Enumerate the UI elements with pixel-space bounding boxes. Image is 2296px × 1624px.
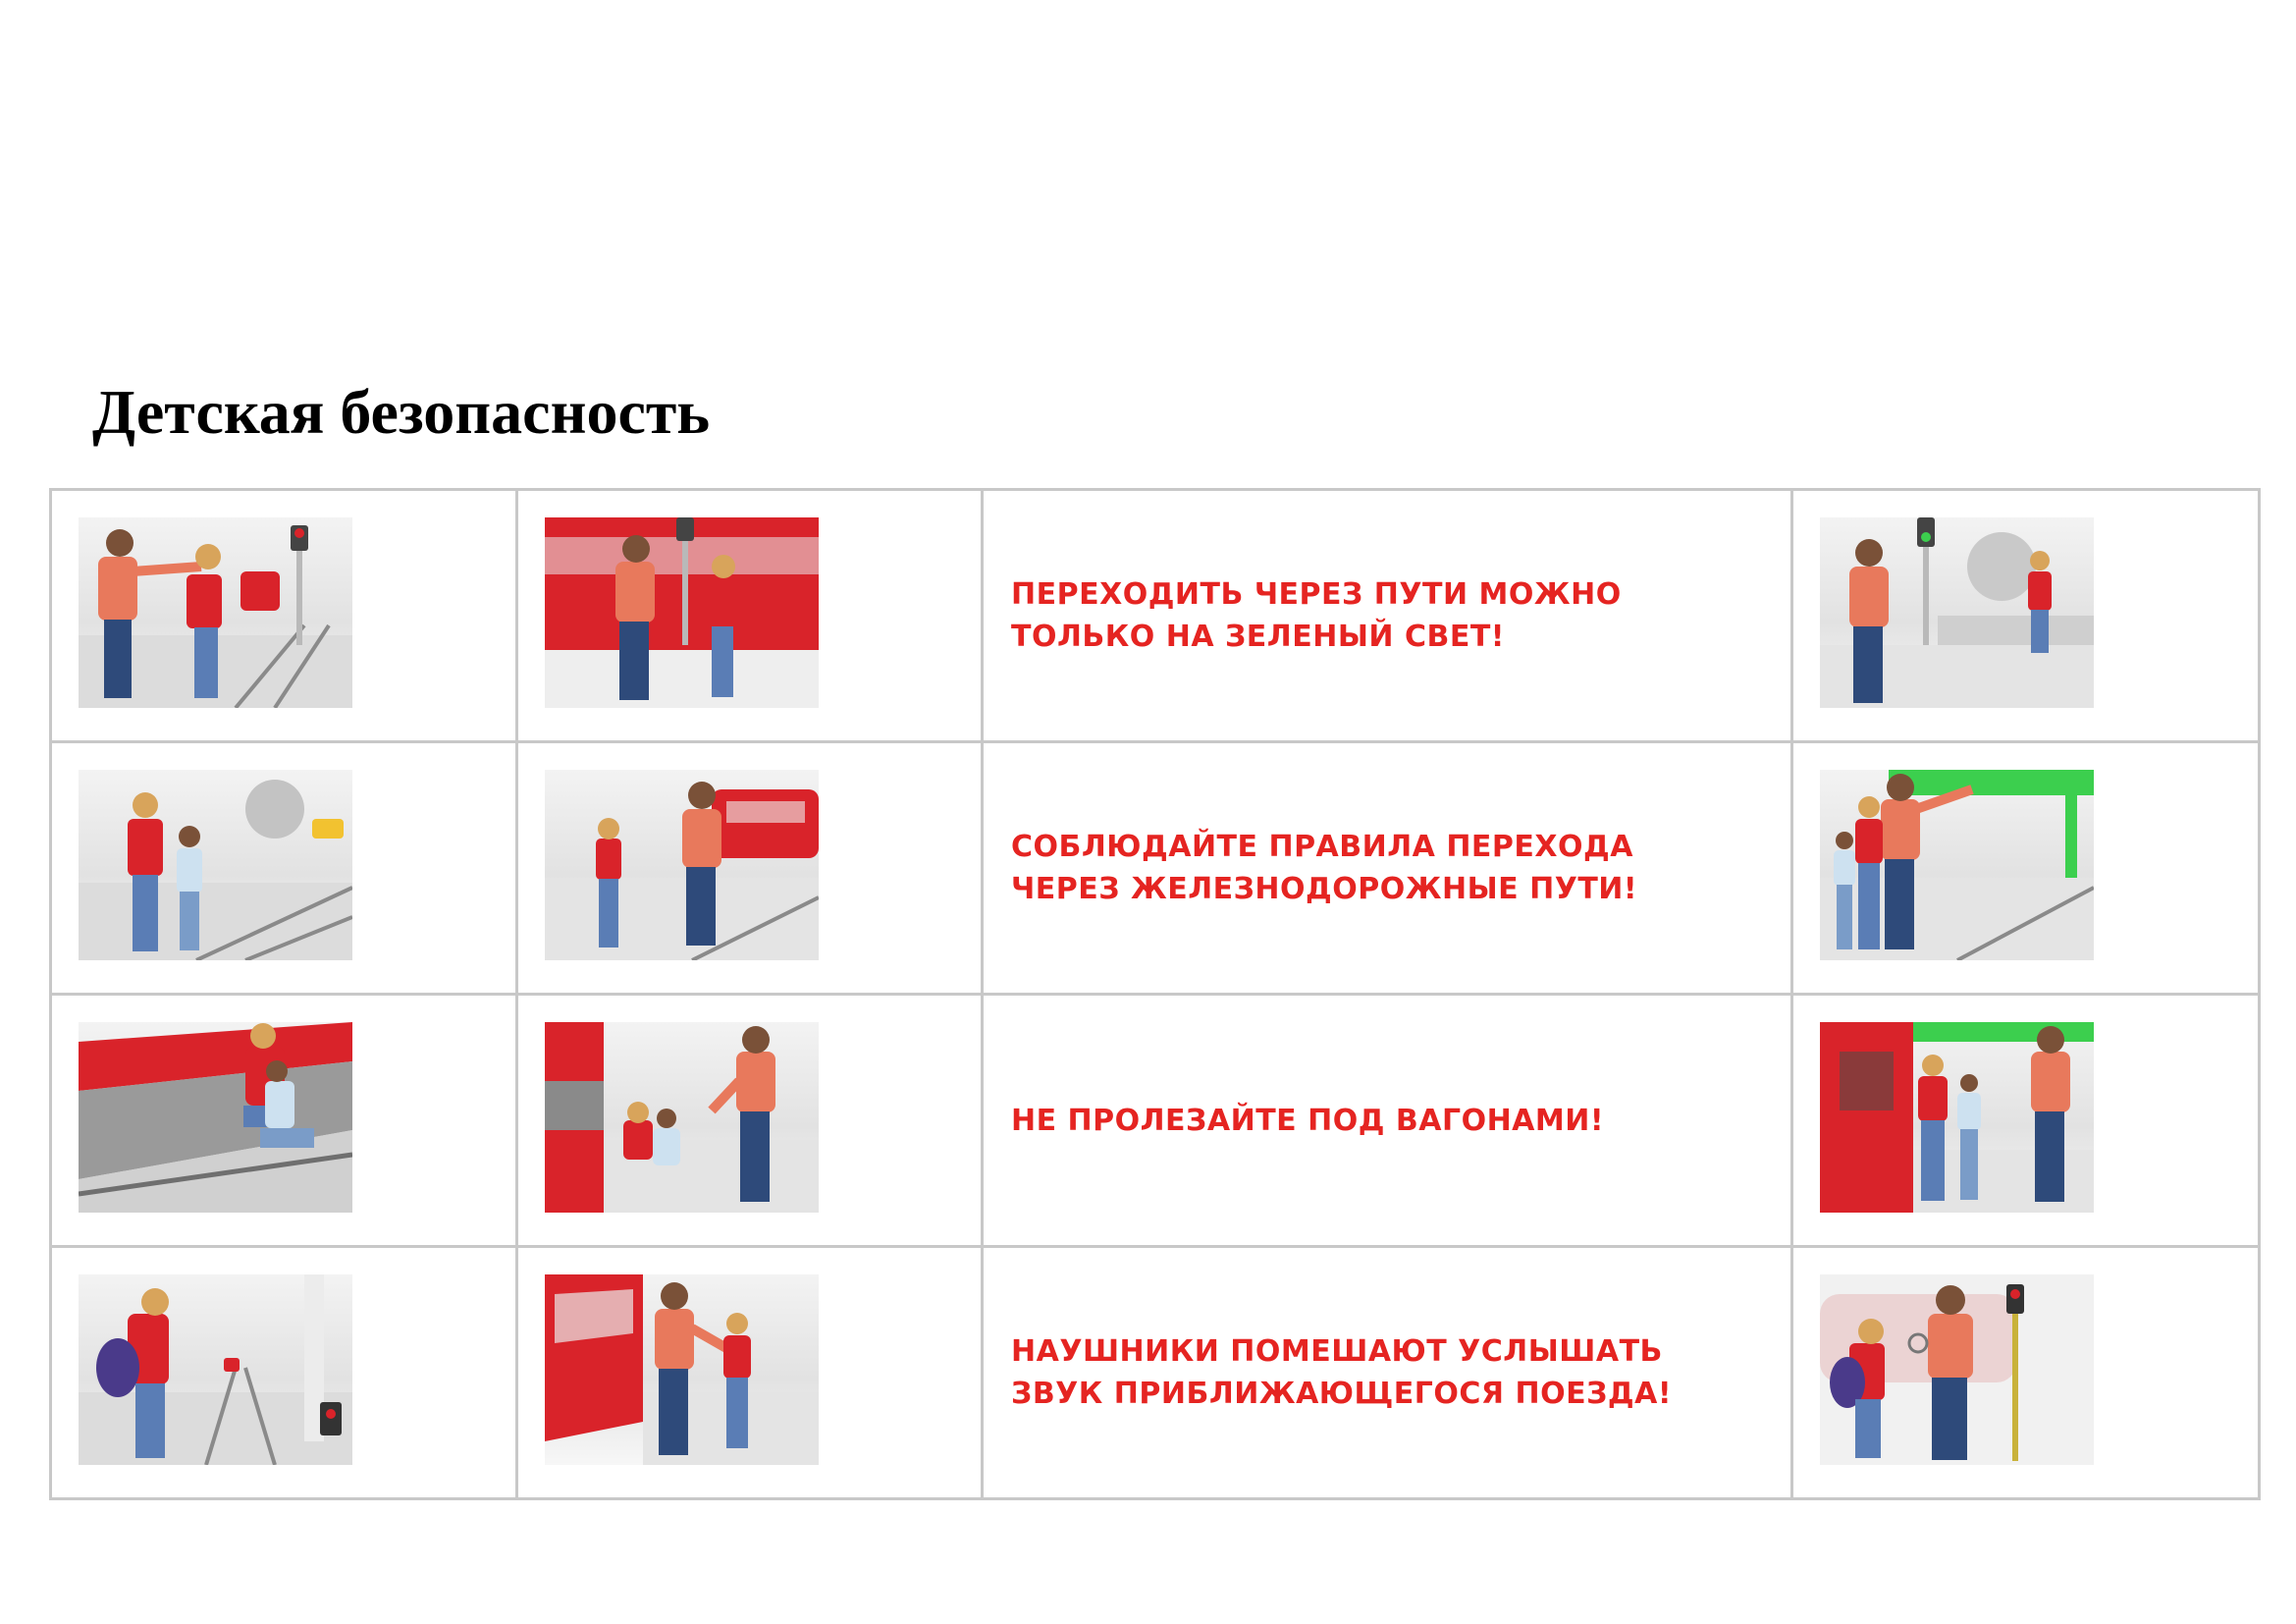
railway-scene-photo — [545, 517, 819, 708]
caption-line: СОБЛЮДАЙТЕ ПРАВИЛА ПЕРЕХОДА — [1011, 830, 1633, 864]
railway-scene-photo — [79, 517, 352, 708]
caption-cell — [983, 1247, 1792, 1499]
photo-cell — [1792, 742, 2260, 995]
caption-line: ПЕРЕХОДИТЬ ЧЕРЕЗ ПУТИ МОЖНО — [1011, 577, 1622, 612]
photo-cell — [517, 1247, 983, 1499]
railway-scene-photo — [1820, 770, 2094, 960]
photo-cell — [51, 995, 517, 1247]
photo-cell — [1792, 490, 2260, 742]
table-row — [51, 1247, 2260, 1499]
railway-scene-photo — [79, 1022, 352, 1213]
railway-scene-photo — [1820, 1022, 2094, 1213]
photo-cell — [51, 1247, 517, 1499]
table-row — [51, 995, 2260, 1247]
safety-caption — [984, 1330, 1790, 1415]
caption-cell — [983, 995, 1792, 1247]
photo-cell — [51, 742, 517, 995]
safety-caption — [984, 1100, 1790, 1142]
caption-line: ТОЛЬКО НА ЗЕЛЕНЫЙ СВЕТ! — [1011, 620, 1505, 654]
table-row — [51, 742, 2260, 995]
caption-cell — [983, 490, 1792, 742]
railway-scene-photo — [1820, 1274, 2094, 1465]
railway-scene-photo — [1820, 517, 2094, 708]
caption-line: ЗВУК ПРИБЛИЖАЮЩЕГОСЯ ПОЕЗДА! — [1011, 1377, 1673, 1411]
photo-cell — [517, 995, 983, 1247]
caption-cell — [983, 742, 1792, 995]
table-row — [51, 490, 2260, 742]
railway-scene-photo — [545, 1274, 819, 1465]
page-title: Детская безопасность — [92, 377, 711, 447]
photo-cell — [1792, 995, 2260, 1247]
railway-scene-photo — [79, 770, 352, 960]
safety-caption — [984, 826, 1790, 910]
safety-rules-table — [49, 488, 2261, 1500]
photo-cell — [517, 742, 983, 995]
railway-scene-photo — [545, 770, 819, 960]
photo-cell — [1792, 1247, 2260, 1499]
railway-scene-photo — [545, 1022, 819, 1213]
caption-line: НЕ ПРОЛЕЗАЙТЕ ПОД ВАГОНАМИ! — [1011, 1103, 1605, 1138]
railway-scene-photo — [79, 1274, 352, 1465]
photo-cell — [517, 490, 983, 742]
photo-cell — [51, 490, 517, 742]
safety-caption — [984, 573, 1790, 658]
caption-line: ЧЕРЕЗ ЖЕЛЕЗНОДОРОЖНЫЕ ПУТИ! — [1011, 872, 1638, 906]
caption-line: НАУШНИКИ ПОМЕШАЮТ УСЛЫШАТЬ — [1011, 1334, 1663, 1369]
